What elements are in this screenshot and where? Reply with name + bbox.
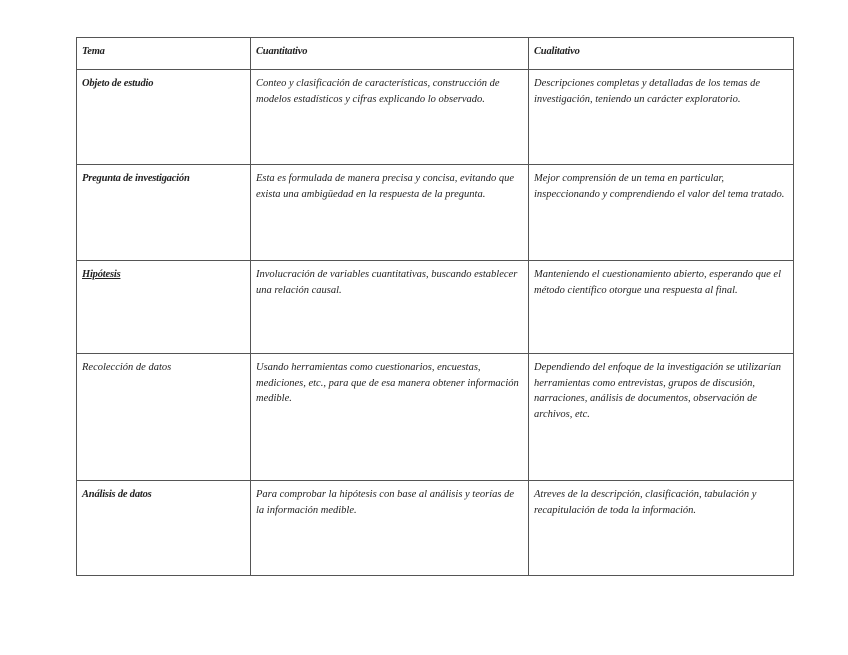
row-cualitativo: Atreves de la descripción, clasificación, tabulación y recapitulación de toda la información. [529, 481, 794, 576]
table-row [77, 481, 794, 576]
row-tema: Hipótesis [77, 261, 251, 354]
row-cualitativo: Descripciones completas y detalladas de los temas de investigación, teniendo un carácter exploratorio. [529, 70, 794, 165]
row-tema: Análisis de datos [77, 481, 251, 576]
row-tema: Pregunta de investigación [77, 165, 251, 261]
header-cualitativo: Cualitativo [529, 38, 794, 70]
row-cualitativo: Mejor comprensión de un tema en particular, inspeccionando y comprendiendo el valor del tema tratado. [529, 165, 794, 261]
comparison-table [76, 37, 794, 576]
row-cuantitativo: Esta es formulada de manera precisa y concisa, evitando que exista una ambigüedad en la respuesta de la pregunta. [251, 165, 529, 261]
table-row [77, 354, 794, 481]
table-row [77, 70, 794, 165]
header-cuantitativo: Cuantitativo [251, 38, 529, 70]
row-tema: Objeto de estudio [77, 70, 251, 165]
row-tema: Recolección de datos [77, 354, 251, 481]
row-cualitativo: Dependiendo del enfoque de la investigación se utilizarían herramientas como entrevistas, grupos de discusión, narraciones, análisis de documentos, observación de archivos, etc. [529, 354, 794, 481]
table-row [77, 165, 794, 261]
row-cuantitativo: Conteo y clasificación de características, construcción de modelos estadísticos y cifras explicando lo observado. [251, 70, 529, 165]
table-header-row [77, 38, 794, 70]
row-cualitativo: Manteniendo el cuestionamiento abierto, esperando que el método científico otorgue una respuesta al final. [529, 261, 794, 354]
table-row [77, 261, 794, 354]
row-cuantitativo: Involucración de variables cuantitativas, buscando establecer una relación causal. [251, 261, 529, 354]
row-cuantitativo: Para comprobar la hipótesis con base al análisis y teorías de la información medible. [251, 481, 529, 576]
row-cuantitativo: Usando herramientas como cuestionarios, encuestas, mediciones, etc., para que de esa manera obtener información medible. [251, 354, 529, 481]
header-tema: Tema [77, 38, 251, 70]
